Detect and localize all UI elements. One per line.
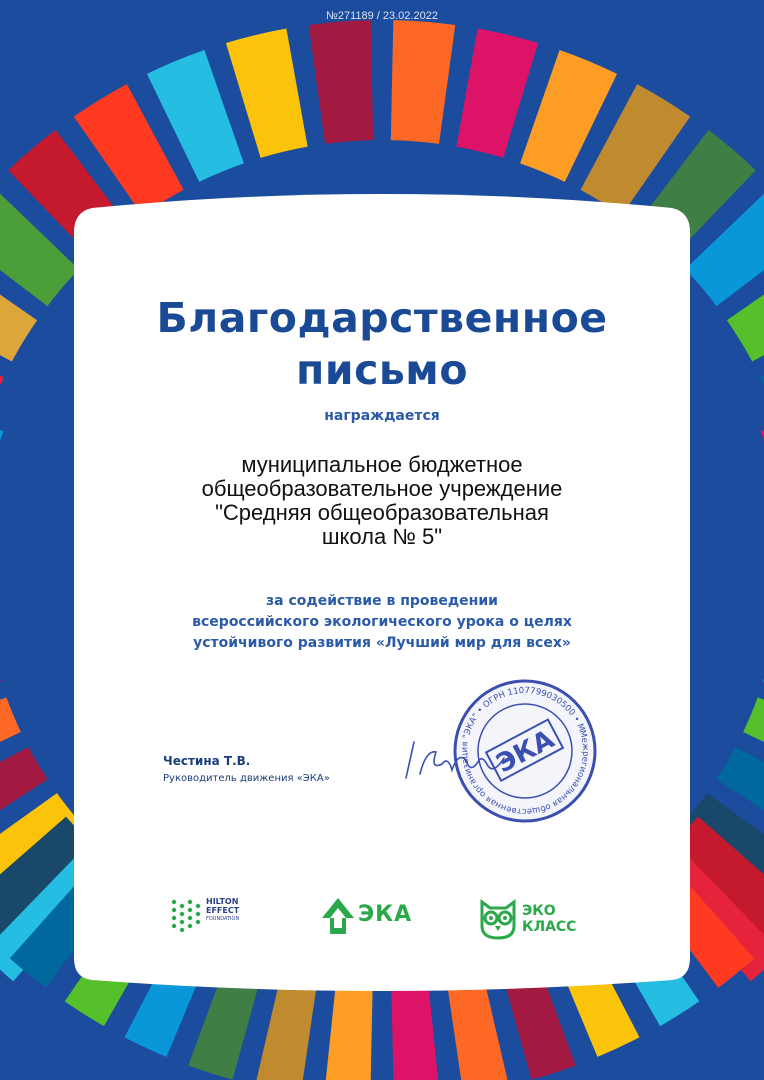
eko-klass-wordmark: ЭКО КЛАСС xyxy=(522,903,577,935)
eka-wordmark: ЭКА xyxy=(358,902,413,927)
reason-line-1: за содействие в проведении xyxy=(266,593,498,609)
eka-tree-logo xyxy=(320,896,356,936)
title-line-1: Благодарственное xyxy=(156,294,608,342)
signer-role: Руководитель движения «ЭКА» xyxy=(163,773,330,784)
hilton-effect-wordmark: HILTON EFFECT FOUNDATION xyxy=(206,897,240,922)
recipient-line-3: "Средняя общеобразовательная xyxy=(215,500,549,525)
svg-text:Межрегиональная общественная о: Межрегиональная общественная организация "ЭКА" • ОГРН 1107799030500 • Москва xyxy=(459,685,591,817)
reason-line-3: устойчивого развития «Лучший мир для всех» xyxy=(193,635,571,651)
hilton-effect-logo xyxy=(168,894,204,938)
award-reason xyxy=(120,591,644,654)
eko-klass-owl-logo xyxy=(476,896,520,940)
reason-line-2: всероссийского экологического урока о целях xyxy=(192,614,572,630)
document-number: №271189 / 23.02.2022 xyxy=(326,10,438,22)
svg-text:ЭКА: ЭКА xyxy=(491,724,560,780)
recipient-line-2: общеобразовательное учреждение xyxy=(201,476,563,501)
awarded-label: награждается xyxy=(324,408,440,424)
recipient-line-1: муниципальное бюджетное xyxy=(241,452,523,477)
recipient-line-4: школа № 5" xyxy=(321,524,443,549)
organization-stamp xyxy=(450,676,600,826)
recipient-name xyxy=(120,453,644,549)
signer-name: Честина Т.В. xyxy=(163,754,251,768)
title-line-2: письмо xyxy=(296,346,468,394)
